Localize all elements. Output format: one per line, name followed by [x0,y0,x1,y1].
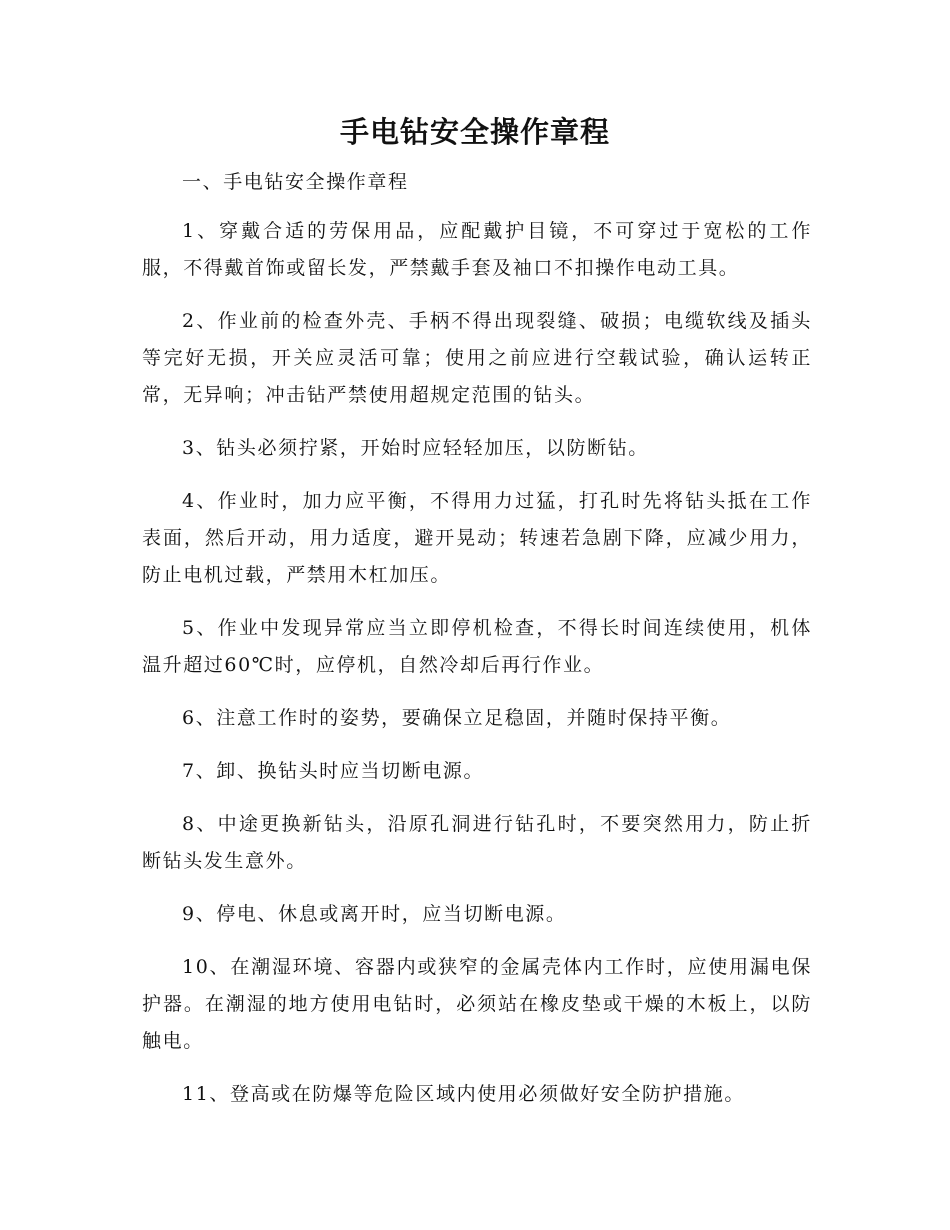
rule-paragraph-3: 3、钻头必须拧紧，开始时应轻轻加压，以防断钻。 [182,437,649,459]
document-title: 手电钻安全操作章程 [339,115,610,149]
rule-paragraph-7: 7、卸、换钻头时应当切断电源。 [182,760,485,782]
rule-paragraph-1: 1、穿戴合适的劳保用品，应配戴护目镜，不可穿过于宽松的工作服，不得戴首饰或留长发，严禁戴手套及袖口不扣操作电动工具。 [142,220,812,279]
rule-paragraph-2: 2、作业前的检查外壳、手柄不得出现裂缝、破损；电缆软线及插头等完好无损，开关应灵活可靠；使用之前应进行空载试验，确认运转正常，无异响；冲击钻严禁使用超规定范围的钻头。 [142,310,812,406]
rule-paragraph-8: 8、中途更换新钻头，沿原孔洞进行钻孔时，不要突然用力，防止折断钻头发生意外。 [142,813,812,872]
rule-paragraph-11: 11、登高或在防爆等危险区域内使用必须做好安全防护措施。 [182,1083,745,1105]
section-heading: 一、手电钻安全操作章程 [182,171,409,193]
rule-paragraph-10: 10、在潮湿环境、容器内或狭窄的金属壳体内工作时，应使用漏电保护器。在潮湿的地方使用电钻时，必须站在橡皮垫或干燥的木板上，以防触电。 [142,956,812,1052]
document-body [142,164,812,1129]
rule-paragraph-4: 4、作业时，加力应平衡，不得用力过猛，打孔时先将钻头抵在工作表面，然后开动，用力适度，避开晃动；转速若急剧下降，应减少用力，防止电机过载，严禁用木杠加压。 [142,490,812,586]
rule-paragraph-6: 6、注意工作时的姿势，要确保立足稳固，并随时保持平衡。 [182,707,732,729]
rule-paragraph-5: 5、作业中发现异常应当立即停机检查，不得长时间连续使用，机体温升超过60℃时，应停机，自然冷却后再行作业。 [142,617,812,676]
rule-paragraph-9: 9、停电、休息或离开时，应当切断电源。 [182,903,567,925]
